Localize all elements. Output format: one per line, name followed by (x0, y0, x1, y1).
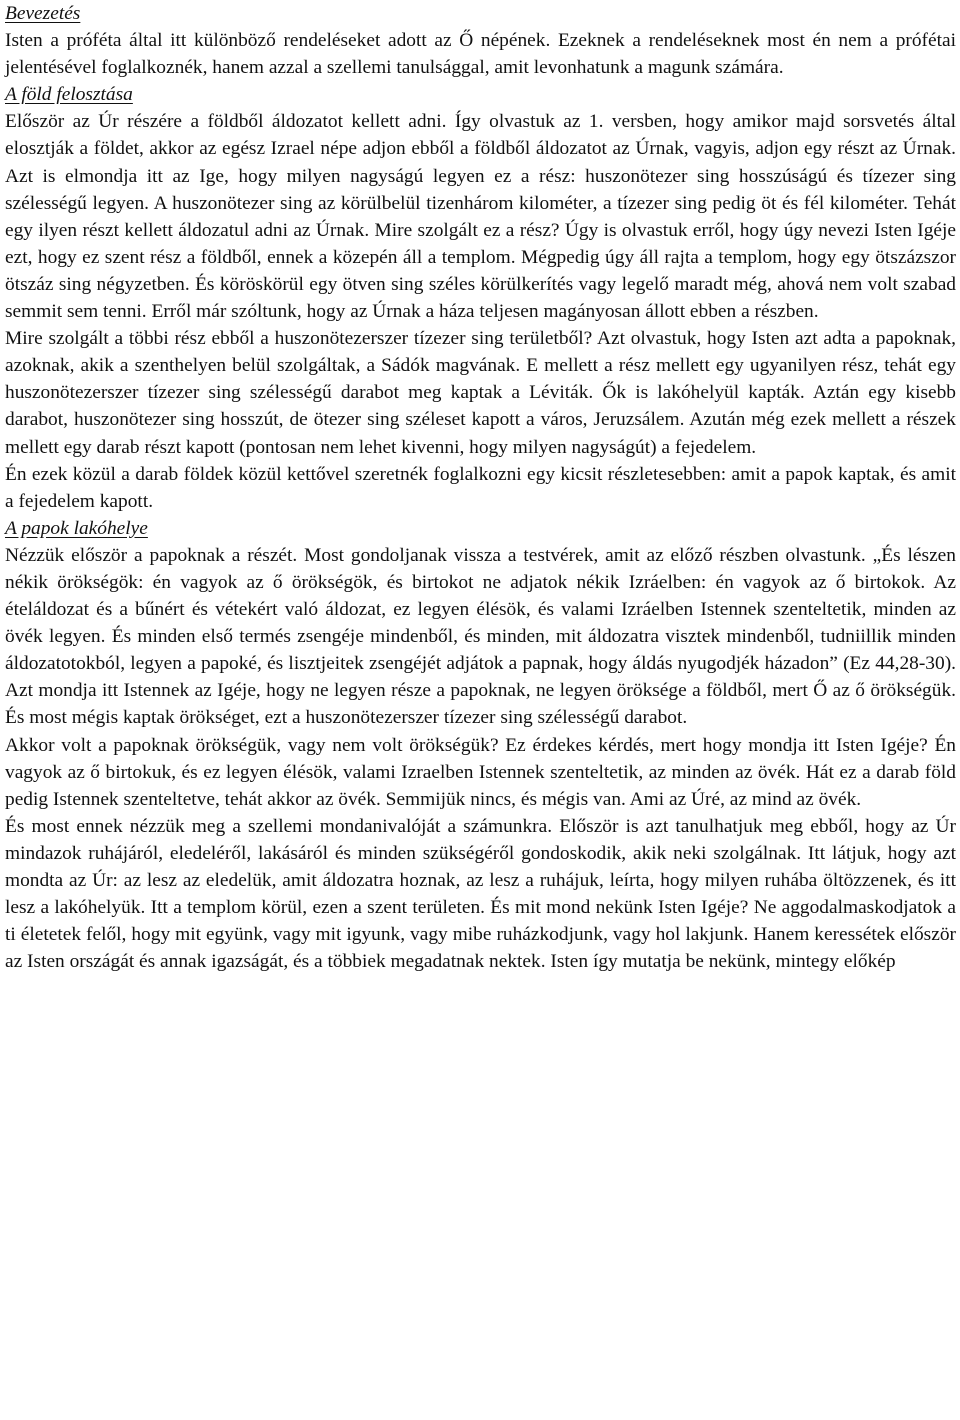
section-heading: A föld felosztása (5, 84, 133, 106)
section-land-division (5, 81, 956, 515)
paragraph: Én ezek közül a darab földek közül kettővel szeretnék foglalkozni egy kicsit részletesebben: amit a papok kaptak, és amit a fejedelem kapott. (5, 463, 956, 512)
section-priests-dwelling (5, 515, 956, 976)
section-introduction (5, 0, 956, 81)
paragraph: És most ennek nézzük meg a szellemi mondanivalóját a számunkra. Először is azt tanulhatjuk meg ebből, hogy az Úr mindazok ruhájáról, eledeléről, lakásáról és minden szükségéről gondoskodik, akik neki szolgálnak. Itt látjuk, hogy azt mondta az Úr: az lesz az eledelük, amit áldozatra hoznak, az lesz a ruhájuk, leírta, hogy milyen ruhába öltözzenek, és itt lesz a lakóhelyük. Itt a templom körül, ezen a szent területen. És mit mond nekünk Isten Igéje? Ne aggodalmaskodjatok a ti életetek felől, hogy mit együnk, vagy mit igyunk, vagy mibe ruházkodjunk, vagy hol lakjunk. Hanem keressétek először az Isten országát és annak igazságát, és a többiek megadatnak nektek. Isten így mutatja be nekünk, mintegy előkép (5, 815, 956, 973)
section-heading: Bevezetés (5, 3, 81, 24)
section-heading: A papok lakóhelye (5, 517, 148, 539)
paragraph: Akkor volt a papoknak örökségük, vagy nem volt örökségük? Ez érdekes kérdés, mert hogy mondja itt Isten Igéje? Én vagyok az ő birtokuk, és ez legyen élésök, valami Izraelben Istennek szenteltetik, az minden az övék. Hát ez a darab föld pedig Istennek szenteltetve, tehát akkor az övék. Semmijük nincs, és mégis van. Ami az Úré, az mind az övék. (5, 734, 956, 810)
paragraph: Nézzük először a papoknak a részét. Most gondoljanak vissza a testvérek, amit az előző részben olvastunk. „És lészen nékik örökségök: én vagyok az ő örökségök, és birtokot ne adjatok nékik Izráelben: én vagyok az ő birtokok. Az ételáldozat és a bűnért és vétekért való áldozat, ez legyen élésök, és valami Izráelben Istennek szenteltetik, minden az övék legyen. És minden első termés zsengéje mindenből, és minden, mit áldozatra visztek mindenből, tudniillik minden áldozatotokból, legyen a papoké, és lisztjeitek zsengéjét adjátok a papnak, hogy áldás nyugodjék házadon” (Ez 44,28-30). Azt mondja itt Istennek az Igéje, hogy ne legyen része a papoknak, ne legyen öröksége a földből, mert Ő az ő örökségük. És most mégis kaptak örökséget, ezt a huszonötezerszer tízezer sing szélességű darabot. (5, 544, 956, 729)
paragraph: Isten a próféta által itt különböző rendeléseket adott az Ő népének. Ezeknek a rendeléseknek most én nem a prófétai jelentésével foglalkoznék, hanem azzal a szellemi tanulsággal, amit levonhatunk a magunk számára. (5, 30, 956, 79)
paragraph: Mire szolgált a többi rész ebből a huszonötezerszer tízezer sing területből? Azt olvastuk, hogy Isten azt adta a papoknak, azoknak, akik a szenthelyen belül szolgáltak, a Sádók magvának. E mellett a rész mellett egy ugyanilyen rész, tehát egy huszonötezerszer tízezer sing szélességű darabot meg kaptak a Léviták. Ők is lakóhelyül kapták. Aztán egy kisebb darabot, huszonötezer sing hosszút, de ötezer sing széleset kapott a város, Jeruzsálem. Azután még ezek mellett a részek mellett egy darab részt kapott (pontosan nem lehet kivenni, hogy milyen nagyságút) a fejedelem. (5, 328, 956, 458)
paragraph: Először az Úr részére a földből áldozatot kellett adni. Így olvastuk az 1. versben, hogy amikor majd sorsvetés által elosztják a földet, akkor az egész Izrael népe adjon ebből a földből áldozatot az Úrnak, vagyis, adjon egy részt az Úrnak. Azt is elmondja itt az Ige, hogy milyen nagyságú legyen ez a rész: huszonötezer sing hosszúságú és tízezer sing szélességű legyen. A huszonötezer sing az körülbelül tizenhárom kilométer, a tízezer sing pedig öt és fél kilométer. Tehát egy ilyen részt kellett áldozatul adni az Úrnak. Mire szolgált ez a rész? Úgy is olvastuk erről, hogy úgy nevezi Isten Igéje ezt, hogy ez szent rész a földből, ennek a közepén áll a templom. Mégpedig úgy áll rajta a templom, hogy egy ötszázszor ötszáz sing négyzetben. És köröskörül egy ötven sing széles körülkerítés vagy legelő maradt még, ahová nem volt szabad semmit sem tenni. Erről már szóltunk, hogy az Úrnak a háza teljesen magányosan állott ebben a részben. (5, 111, 956, 323)
